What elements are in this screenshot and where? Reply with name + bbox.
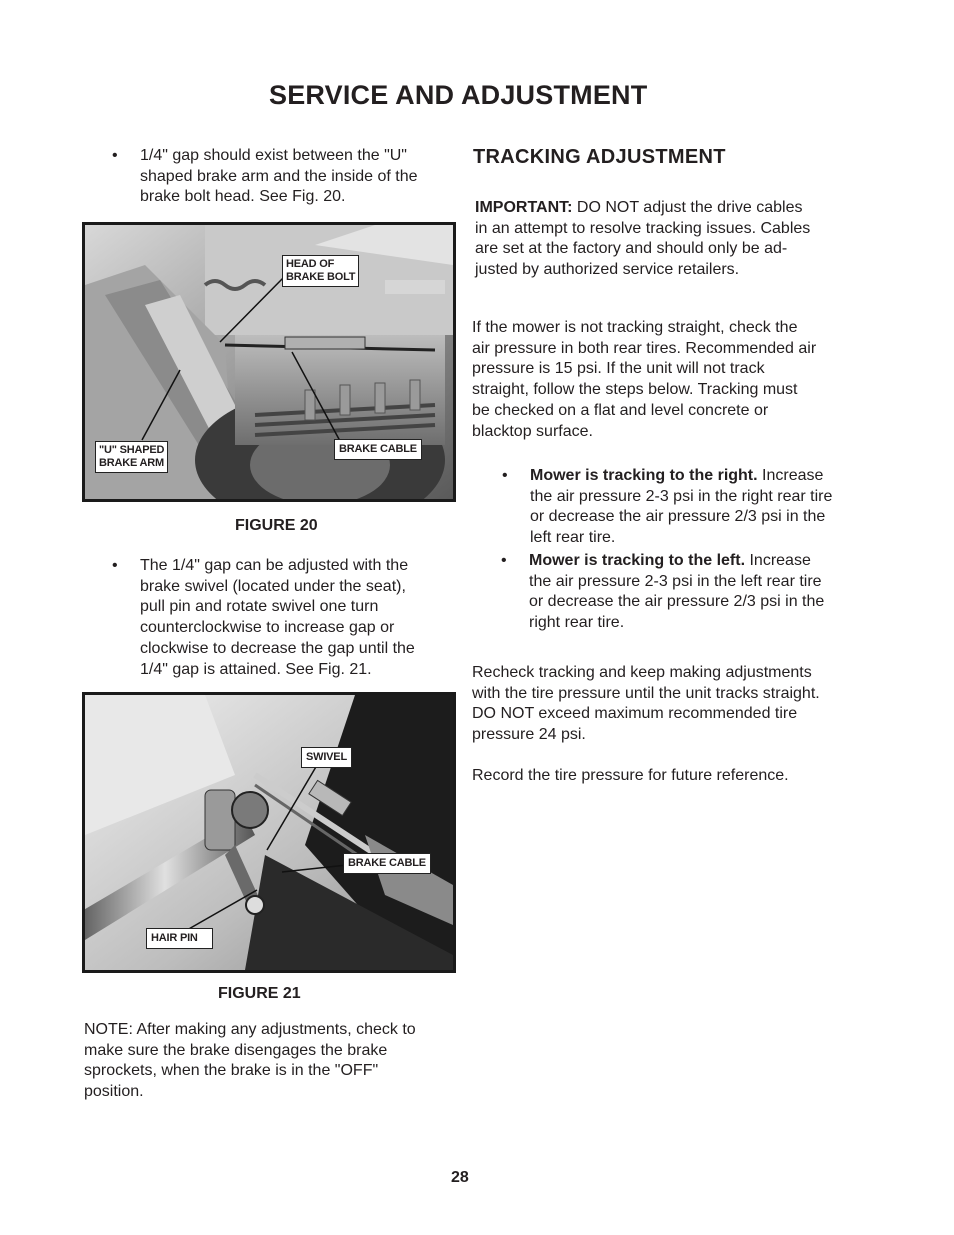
figure-20-caption: FIGURE 20 xyxy=(235,517,318,534)
text-line: pressure is 15 psi. If the unit will not track xyxy=(472,360,765,378)
text-line: counterclockwise to increase gap or xyxy=(140,619,395,637)
important-notice xyxy=(475,198,855,281)
text-line: Mower is tracking to the left. Increase xyxy=(529,552,811,569)
text-line: straight, follow the steps below. Tracking must xyxy=(472,381,798,399)
text-line: with the tire pressure until the unit tracks straight. xyxy=(472,684,820,702)
text-line: right rear tire. xyxy=(529,614,625,632)
text-line: position. xyxy=(84,1083,144,1101)
label-brake-cable: BRAKE CABLE xyxy=(334,439,422,460)
text-line: be checked on a flat and level concrete or xyxy=(472,401,769,419)
label-head-of-brake-bolt: HEAD OF BRAKE BOLT xyxy=(282,255,359,287)
text-line: justed by authorized service retailers. xyxy=(475,261,740,279)
label-u-shaped-brake-arm: "U" SHAPED BRAKE ARM xyxy=(95,441,168,473)
text-line: DO NOT exceed maximum recommended tire xyxy=(472,705,798,723)
page-title: SERVICE AND ADJUSTMENT xyxy=(269,80,648,110)
note-paragraph xyxy=(84,1020,454,1103)
text-line: Mower is tracking to the right. Increase xyxy=(530,467,824,484)
figure-21-leader-lines xyxy=(82,692,456,973)
text-line: brake bolt head. See Fig. 20. xyxy=(140,188,346,206)
text-line: make sure the brake disengages the brake xyxy=(84,1041,388,1059)
text-line: in an attempt to resolve tracking issues. Cables xyxy=(475,219,811,237)
text-line: If the mower is not tracking straight, check the xyxy=(472,319,798,336)
text-line: left rear tire. xyxy=(530,529,616,547)
text-line: Recheck tracking and keep making adjustments xyxy=(472,664,812,681)
tracking-check-paragraph xyxy=(472,318,852,442)
text-line: clockwise to decrease the gap until the xyxy=(140,639,415,657)
text-line: pressure 24 psi. xyxy=(472,726,586,744)
page-number: 28 xyxy=(451,1169,469,1186)
figure-21-caption: FIGURE 21 xyxy=(218,985,301,1002)
text-line: blacktop surface. xyxy=(472,422,593,440)
text-line: pull pin and rotate swivel one turn xyxy=(140,598,379,616)
text-line: or decrease the air pressure 2/3 psi in the xyxy=(529,593,825,611)
text-line: are set at the factory and should only be ad- xyxy=(475,240,788,258)
bullet-mark: • xyxy=(501,552,507,569)
text-line: the air pressure 2-3 psi in the left rear tire xyxy=(529,572,822,590)
recheck-paragraph xyxy=(472,663,852,746)
label-swivel: SWIVEL xyxy=(301,747,352,768)
text-line: shaped brake arm and the inside of the xyxy=(140,167,418,185)
text-line: brake swivel (located under the seat), xyxy=(140,577,406,595)
text-line: or decrease the air pressure 2/3 psi in the xyxy=(530,508,826,526)
text-line: IMPORTANT: DO NOT adjust the drive cables xyxy=(475,199,803,216)
tracking-adjustment-heading: TRACKING ADJUSTMENT xyxy=(473,146,726,168)
text-line: air pressure in both rear tires. Recommended air xyxy=(472,339,817,357)
text-line: 1/4" gap is attained. See Fig. 21. xyxy=(140,660,372,678)
text-line: sprockets, when the brake is in the "OFF" xyxy=(84,1062,379,1080)
important-label: IMPORTANT: xyxy=(475,199,573,216)
text-line: 1/4" gap should exist between the "U" xyxy=(140,147,407,164)
text-line: NOTE: After making any adjustments, check to xyxy=(84,1021,416,1038)
bullet-mark: • xyxy=(502,467,508,484)
bullet-mark: • xyxy=(112,147,118,164)
label-brake-cable: BRAKE CABLE xyxy=(343,853,431,874)
bullet-mark: • xyxy=(112,557,118,574)
label-hair-pin: HAIR PIN xyxy=(146,928,213,949)
record-pressure-paragraph: Record the tire pressure for future reference. xyxy=(472,767,789,784)
text-line: The 1/4" gap can be adjusted with the xyxy=(140,557,409,574)
text-line: the air pressure 2-3 psi in the right rear tire xyxy=(530,487,833,505)
